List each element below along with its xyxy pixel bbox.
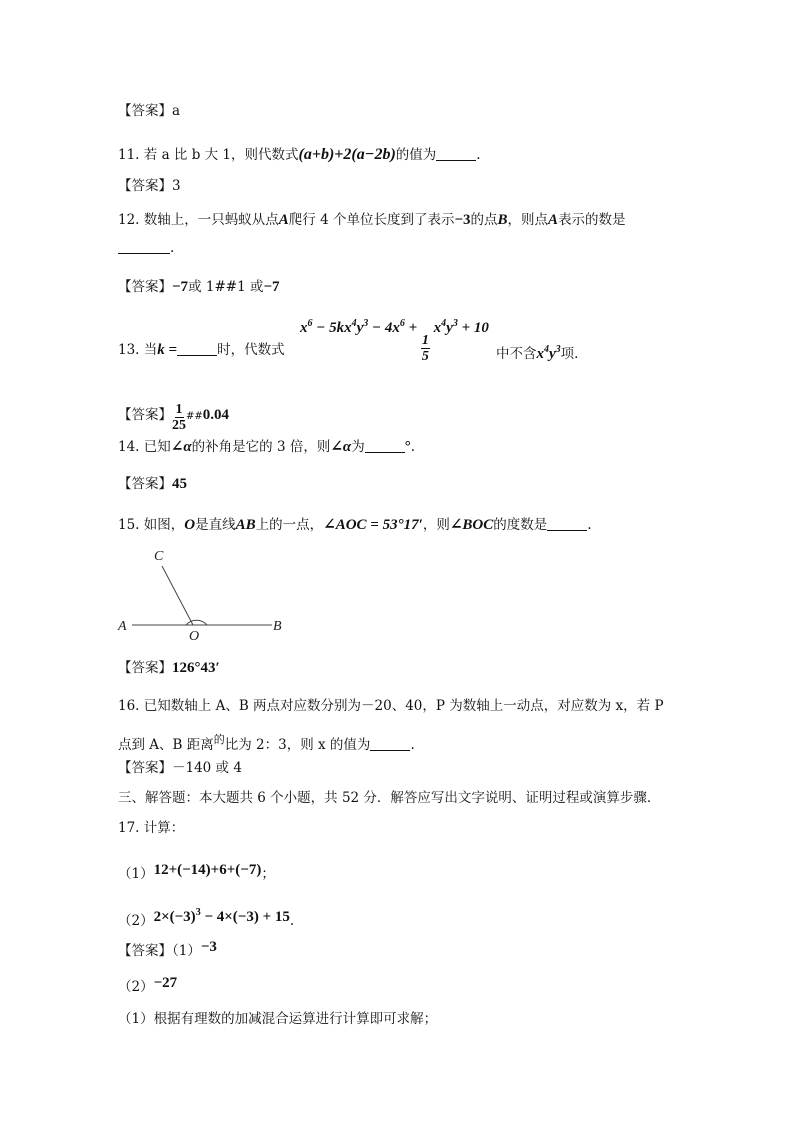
section-heading: 三、解答题：本大题共 6 个小题，共 52 分．解答应写出文字说明、证明过程或演算步骤． bbox=[118, 790, 661, 806]
angle-figure bbox=[110, 540, 300, 645]
angle-arc bbox=[186, 620, 207, 625]
question-12-line2: . bbox=[118, 238, 174, 258]
expression-17-2: $2\times(-3)^3 - 4\times(-3) + 15$ bbox=[153, 907, 290, 925]
answer-10: 【答案】a bbox=[118, 103, 181, 119]
question-13: 13. 当k = 时，代数式 bbox=[118, 342, 285, 358]
term: $x^4y^3$ bbox=[536, 344, 561, 362]
label-a: A bbox=[118, 619, 127, 634]
question-14: 14. 已知∠α的补角是它的 3 倍，则∠α为 °. bbox=[118, 439, 415, 455]
label-c: C bbox=[154, 549, 164, 564]
label-o: O bbox=[189, 629, 200, 644]
label-b: B bbox=[273, 619, 282, 634]
question-11: 11. 若 a 比 b 大 1，则代数式(a+b)+2(a−2b)的值为 . bbox=[118, 146, 481, 163]
answer-13: 【答案】 $\frac{1}{25}$ ##0.04 bbox=[118, 402, 230, 433]
answer-15: 【答案】126°43′ bbox=[118, 660, 220, 676]
question-16-line2: 点到 A、B 距离$^的$比为 2：3，则 x 的值为 . bbox=[118, 733, 415, 753]
question-12: 12. 数轴上，一只蚂蚁从点A爬行 4 个单位长度到了表示−3的点B，则点A表示的数是 bbox=[118, 212, 626, 228]
question-17-part1: （1）12+(−14)+6+(−7)； bbox=[118, 862, 275, 882]
question-17-part2: $(2)2\times(-3)^3 - 4\times(-3) + 15$. bbox=[118, 907, 295, 929]
question-16: 16. 已知数轴上 A、B 两点对应数分别为－20、40，P 为数轴上一动点，对应数为 x，若 P bbox=[118, 698, 664, 714]
question-15: 15. 如图，O是直线AB上的一点，∠AOC = 53°17′，则∠BOC的度数是 . bbox=[118, 517, 592, 533]
question-17: 17. 计算： bbox=[118, 820, 185, 836]
answer-blank bbox=[370, 736, 410, 751]
answer-17-part2: （2）−27 bbox=[118, 975, 178, 995]
question-13-tail: 中不含$x^4y^3$项. bbox=[496, 344, 579, 362]
solution-17: （1）根据有理数的加减混合运算进行计算即可求解； bbox=[118, 1011, 438, 1027]
expression-13: $x^6 - 5kx^4y^3 - 4x^6$ + $\frac{1}{5}$ $x^4y^3 + 10$ bbox=[300, 318, 489, 364]
answer-14: 【答案】45 bbox=[118, 476, 187, 492]
answer-17-part1: 【答案】（1）−3 bbox=[118, 939, 217, 959]
expression: (a+b)+2(a−2b) bbox=[298, 146, 396, 163]
answer-blank bbox=[177, 341, 217, 356]
answer-12: 【答案】−7或 1##1 或−7 bbox=[118, 279, 280, 295]
answer-11: 【答案】3 bbox=[118, 178, 181, 194]
answer-blank bbox=[547, 516, 587, 531]
ray-oc bbox=[162, 566, 193, 625]
answer-blank bbox=[118, 239, 170, 254]
answer-16: 【答案】－140 或 4 bbox=[118, 760, 242, 776]
answer-blank bbox=[436, 146, 476, 161]
answer-blank bbox=[365, 438, 405, 453]
